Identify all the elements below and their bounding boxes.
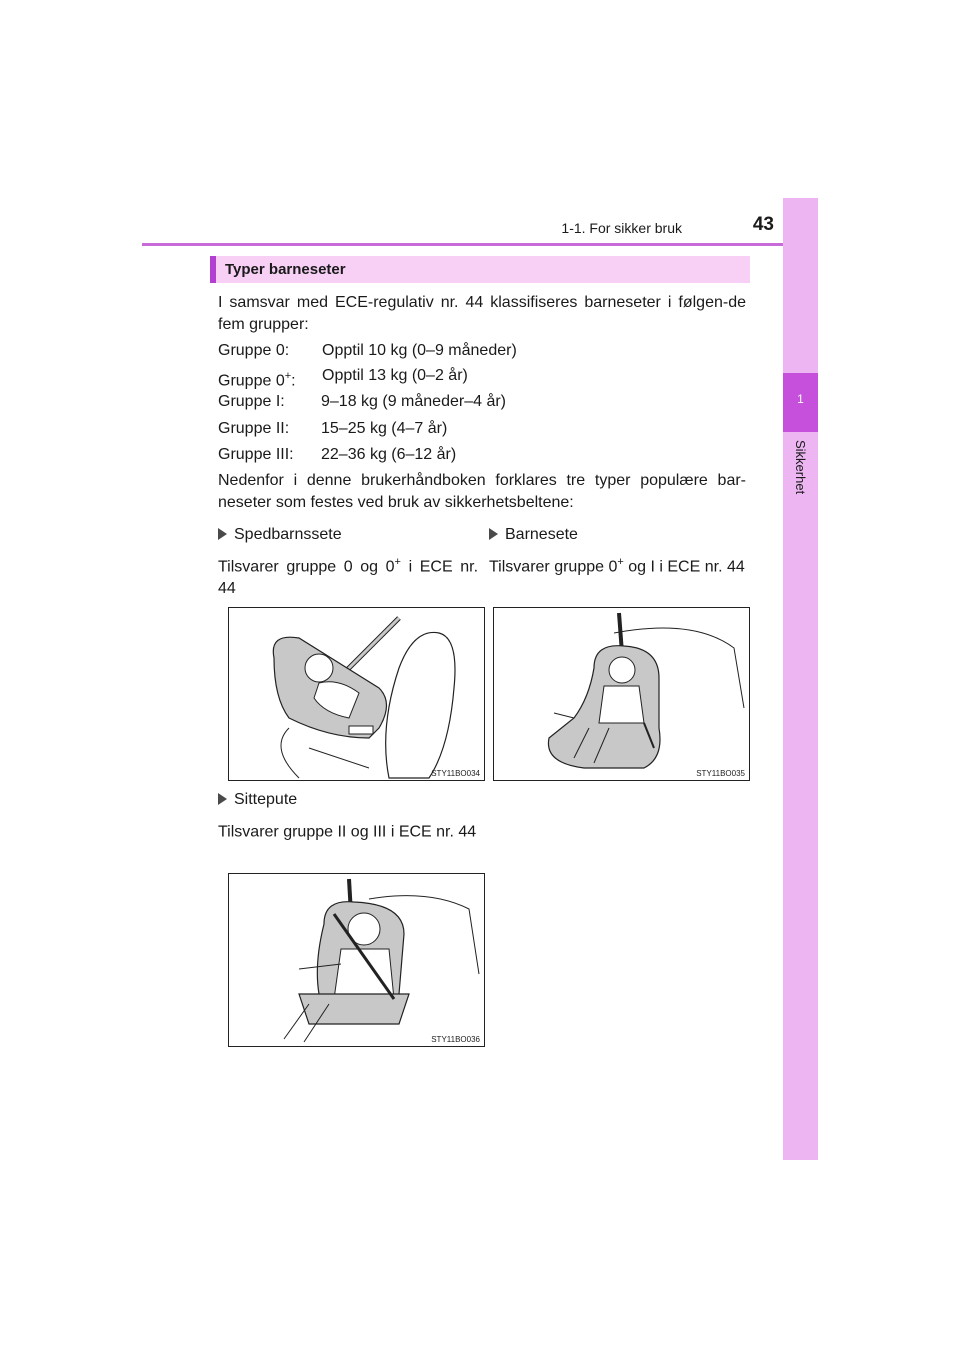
group-label bbox=[218, 365, 296, 392]
group-label-sup: + bbox=[284, 370, 292, 382]
group-value: 22–36 kg (6–12 år) bbox=[321, 446, 457, 463]
running-header-section: 1-1. For sikker bruk bbox=[561, 220, 682, 236]
group-label-suffix: : bbox=[291, 372, 296, 390]
seat-type-title: Spedbarnssete bbox=[218, 524, 342, 546]
seat-type-description: Tilsvarer gruppe 0+ og I i ECE nr. 44 bbox=[489, 556, 745, 576]
outro-paragraph: Nedenfor i denne brukerhåndboken forklares tre typer populære bar-neseter som festes ved bruk av sikkerhetsbeltene: bbox=[218, 472, 746, 511]
child-seat-illustration bbox=[493, 607, 750, 781]
section-heading: Typer barneseter bbox=[210, 256, 750, 283]
figure-code: STY11BO035 bbox=[696, 769, 745, 778]
child-seat-drawing bbox=[494, 608, 750, 781]
triangle-bullet-icon bbox=[489, 528, 498, 540]
booster-seat-illustration bbox=[228, 873, 485, 1047]
seat-type-title: Sittepute bbox=[218, 789, 297, 811]
page-number: 43 bbox=[752, 214, 774, 235]
triangle-bullet-icon bbox=[218, 528, 227, 540]
infant-seat-illustration bbox=[228, 607, 485, 781]
group-label: Gruppe 0: bbox=[218, 342, 290, 359]
group-label: Gruppe I: bbox=[218, 393, 285, 410]
group-value: Opptil 13 kg (0–2 år) bbox=[322, 367, 468, 384]
figure-code: STY11BO036 bbox=[431, 1035, 480, 1044]
group-label: Gruppe II: bbox=[218, 420, 290, 437]
group-value: 9–18 kg (9 måneder–4 år) bbox=[321, 393, 506, 410]
group-value: 15–25 kg (4–7 år) bbox=[321, 420, 448, 437]
header-rule bbox=[142, 243, 818, 246]
seat-type-description: Tilsvarer gruppe 0 og 0+ i ECE nr. 44 bbox=[218, 556, 479, 598]
triangle-bullet-icon bbox=[218, 793, 227, 805]
chapter-tab-label: Sikkerhet bbox=[793, 440, 808, 495]
figure-code: STY11BO034 bbox=[431, 769, 480, 778]
chapter-tab-strip bbox=[783, 198, 818, 1160]
group-value: Opptil 10 kg (0–9 måneder) bbox=[322, 342, 517, 359]
group-label-text: Gruppe 0 bbox=[218, 372, 285, 390]
group-label: Gruppe III: bbox=[218, 446, 294, 463]
chapter-tab-number: 1 bbox=[797, 392, 804, 406]
seat-type-description: Tilsvarer gruppe II og III i ECE nr. 44 bbox=[218, 823, 477, 841]
seat-type-title: Barnesete bbox=[489, 524, 578, 546]
booster-seat-drawing bbox=[229, 874, 485, 1047]
infant-seat-drawing bbox=[229, 608, 485, 781]
intro-paragraph: I samsvar med ECE-regulativ nr. 44 klassifiseres barneseter i følgen-de fem grupper: bbox=[218, 294, 746, 333]
